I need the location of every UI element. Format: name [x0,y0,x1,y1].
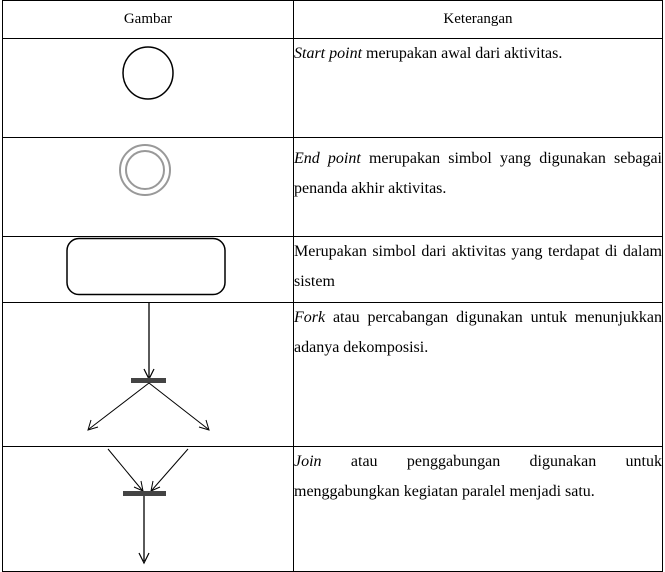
description-cell [294,138,663,237]
fork-icon [3,303,294,446]
table-row [3,138,663,237]
table-row [3,447,663,572]
term: End point [294,150,361,167]
description-text: merupakan awal dari aktivitas. [362,45,563,62]
symbol-cell [3,303,294,447]
description-cell [294,39,663,138]
header-gambar: Gambar [3,1,294,39]
description-cell [294,237,663,303]
table-row [3,39,663,138]
description-text: Merupakan simbol dari aktivitas yang terdapat di dalam sistem [294,243,662,290]
description-text: atau penggabungan digunakan untuk menggabungkan kegiatan paralel menjadi satu. [294,453,662,500]
term: Fork [294,309,326,326]
table-row [3,237,663,303]
term: Start point [294,45,363,62]
start-point-icon [3,39,294,137]
header-keterangan: Keterangan [294,1,663,39]
description-text: atau percabangan digunakan untuk menunjukkan adanya dekomposisi. [294,309,662,356]
activity-icon [3,237,294,302]
description-cell [294,447,663,572]
symbol-cell [3,39,294,138]
description-text: merupakan simbol yang digunakan sebagai penanda akhir aktivitas. [294,150,662,197]
description-cell [294,303,663,447]
end-point-icon [3,138,294,236]
term: Join [294,453,322,470]
table-row [3,303,663,447]
symbol-table [2,0,663,572]
header-row [3,1,663,39]
symbol-cell [3,237,294,303]
symbol-cell [3,138,294,237]
join-icon [3,447,294,571]
symbol-cell [3,447,294,572]
